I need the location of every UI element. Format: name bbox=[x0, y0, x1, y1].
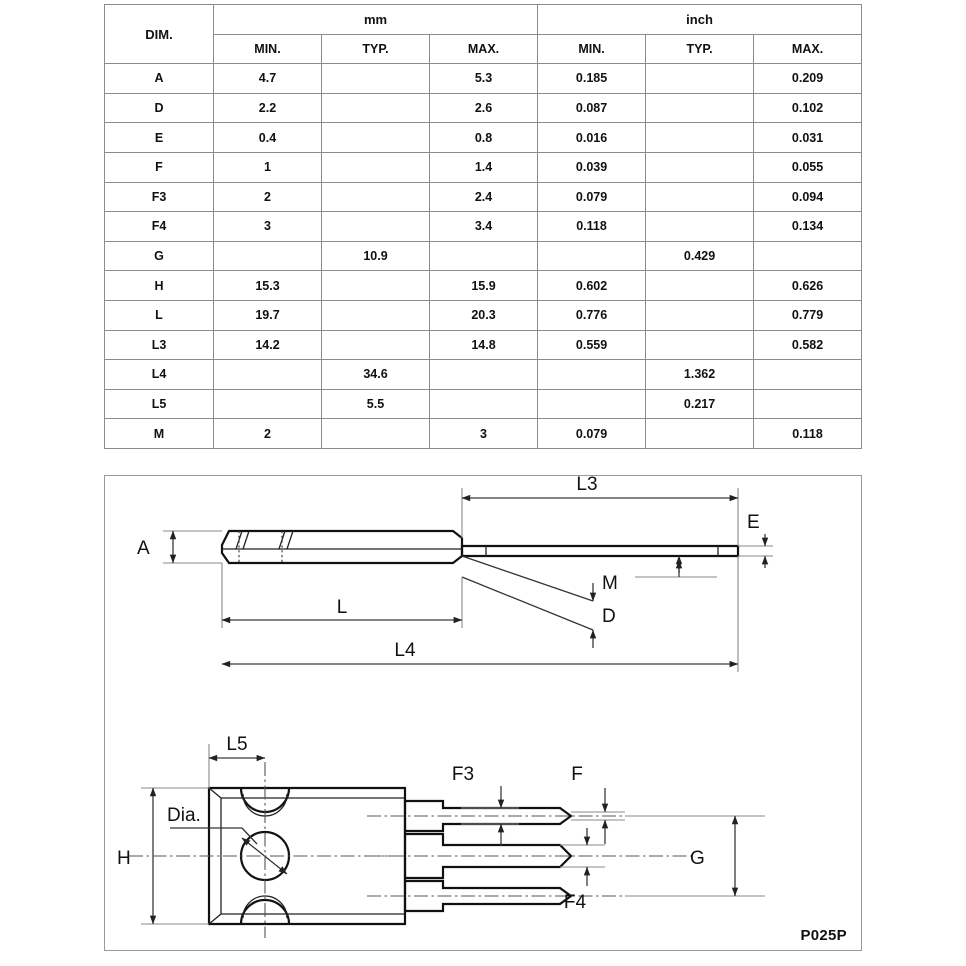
cell-mm-min: 0.4 bbox=[214, 123, 322, 153]
dimension-A bbox=[137, 531, 222, 563]
cell-in-min bbox=[538, 389, 646, 419]
cell-mm-typ bbox=[322, 152, 430, 182]
cell-mm-max: 3.4 bbox=[430, 212, 538, 242]
dimension-table bbox=[104, 4, 862, 449]
cell-mm-typ bbox=[322, 300, 430, 330]
cell-dim: G bbox=[105, 241, 214, 271]
cell-in-min: 0.039 bbox=[538, 152, 646, 182]
cell-in-typ: 1.362 bbox=[646, 360, 754, 390]
cell-in-max bbox=[754, 360, 862, 390]
label-G: G bbox=[690, 848, 705, 869]
side-view-group bbox=[137, 476, 773, 672]
dimension-H bbox=[117, 788, 405, 924]
cell-mm-typ: 10.9 bbox=[322, 241, 430, 271]
cell-mm-min: 1 bbox=[214, 152, 322, 182]
cell-in-min bbox=[538, 360, 646, 390]
cell-mm-max: 0.8 bbox=[430, 123, 538, 153]
label-F: F bbox=[571, 764, 583, 785]
front-view-group bbox=[117, 734, 765, 938]
dimension-F3 bbox=[452, 764, 519, 846]
cell-in-max bbox=[754, 241, 862, 271]
header-unit-inch: inch bbox=[538, 5, 862, 35]
cell-dim: L3 bbox=[105, 330, 214, 360]
cell-in-min bbox=[538, 241, 646, 271]
header-in-typ: TYP. bbox=[646, 34, 754, 64]
label-L5: L5 bbox=[226, 734, 248, 755]
dimension-L4 bbox=[222, 556, 738, 672]
label-E: E bbox=[747, 512, 760, 533]
dimension-table-container bbox=[104, 4, 862, 449]
cell-dim: D bbox=[105, 93, 214, 123]
cell-in-min: 0.087 bbox=[538, 93, 646, 123]
header-unit-mm: mm bbox=[214, 5, 538, 35]
cell-in-max: 0.031 bbox=[754, 123, 862, 153]
header-mm-max: MAX. bbox=[430, 34, 538, 64]
label-D: D bbox=[602, 606, 616, 627]
cell-in-max: 0.094 bbox=[754, 182, 862, 212]
table-row bbox=[105, 152, 862, 182]
cell-in-max: 0.582 bbox=[754, 330, 862, 360]
cell-dim: L5 bbox=[105, 389, 214, 419]
table-row bbox=[105, 389, 862, 419]
dimension-G bbox=[625, 816, 765, 896]
cell-mm-max bbox=[430, 389, 538, 419]
table-row bbox=[105, 330, 862, 360]
cell-mm-min: 19.7 bbox=[214, 300, 322, 330]
label-F4: F4 bbox=[563, 892, 587, 913]
cell-in-typ bbox=[646, 123, 754, 153]
cell-mm-typ bbox=[322, 182, 430, 212]
table-header-row-units bbox=[105, 5, 862, 35]
table-body bbox=[105, 64, 862, 449]
package-drawing bbox=[105, 476, 863, 952]
cell-in-min: 0.079 bbox=[538, 419, 646, 449]
table-row bbox=[105, 300, 862, 330]
table-row bbox=[105, 271, 862, 301]
table-row bbox=[105, 360, 862, 390]
cell-mm-max: 14.8 bbox=[430, 330, 538, 360]
cell-in-typ bbox=[646, 330, 754, 360]
label-L: L bbox=[336, 597, 348, 618]
cell-in-max: 0.209 bbox=[754, 64, 862, 94]
cell-mm-max: 1.4 bbox=[430, 152, 538, 182]
dimension-L3 bbox=[462, 476, 738, 546]
front-view-leads bbox=[367, 801, 695, 911]
cell-mm-min: 4.7 bbox=[214, 64, 322, 94]
table-row bbox=[105, 419, 862, 449]
cell-dim: L bbox=[105, 300, 214, 330]
cell-dim: M bbox=[105, 419, 214, 449]
dimension-F4 bbox=[560, 828, 605, 913]
side-view-lead bbox=[462, 546, 738, 556]
dimension-E bbox=[738, 512, 773, 568]
cell-mm-typ bbox=[322, 123, 430, 153]
header-mm-typ: TYP. bbox=[322, 34, 430, 64]
cell-in-max: 0.055 bbox=[754, 152, 862, 182]
cell-mm-max: 15.9 bbox=[430, 271, 538, 301]
cell-mm-min bbox=[214, 360, 322, 390]
table-row bbox=[105, 212, 862, 242]
cell-in-max: 0.118 bbox=[754, 419, 862, 449]
dimension-M bbox=[602, 556, 717, 594]
cell-in-min: 0.602 bbox=[538, 271, 646, 301]
cell-mm-typ bbox=[322, 271, 430, 301]
cell-mm-min: 2 bbox=[214, 419, 322, 449]
table-row bbox=[105, 123, 862, 153]
cell-in-typ bbox=[646, 300, 754, 330]
cell-mm-max bbox=[430, 360, 538, 390]
table-header-row-stats bbox=[105, 34, 862, 64]
cell-in-min: 0.079 bbox=[538, 182, 646, 212]
cell-in-max: 0.134 bbox=[754, 212, 862, 242]
cell-in-min: 0.559 bbox=[538, 330, 646, 360]
cell-in-min: 0.776 bbox=[538, 300, 646, 330]
label-F3: F3 bbox=[451, 764, 475, 785]
cell-dim: A bbox=[105, 64, 214, 94]
cell-mm-typ bbox=[322, 330, 430, 360]
label-L4: L4 bbox=[394, 640, 416, 661]
label-A: A bbox=[137, 538, 150, 559]
label-M: M bbox=[602, 573, 618, 594]
cell-in-typ bbox=[646, 93, 754, 123]
label-L3: L3 bbox=[576, 476, 598, 495]
cell-mm-typ bbox=[322, 64, 430, 94]
cell-mm-typ bbox=[322, 419, 430, 449]
cell-in-max: 0.626 bbox=[754, 271, 862, 301]
cell-mm-typ bbox=[322, 93, 430, 123]
cell-in-typ bbox=[646, 271, 754, 301]
cell-mm-min: 2 bbox=[214, 182, 322, 212]
cell-dim: F bbox=[105, 152, 214, 182]
dimension-L5 bbox=[209, 734, 265, 788]
dimension-F bbox=[571, 764, 625, 844]
cell-dim: L4 bbox=[105, 360, 214, 390]
cell-dim: E bbox=[105, 123, 214, 153]
cell-dim: F4 bbox=[105, 212, 214, 242]
cell-mm-min: 14.2 bbox=[214, 330, 322, 360]
cell-in-max bbox=[754, 389, 862, 419]
table-row bbox=[105, 241, 862, 271]
dimension-L bbox=[222, 563, 462, 628]
side-view-package-body bbox=[222, 531, 462, 563]
cell-mm-max: 20.3 bbox=[430, 300, 538, 330]
cell-in-typ bbox=[646, 419, 754, 449]
cell-in-typ bbox=[646, 212, 754, 242]
header-dim: DIM. bbox=[105, 5, 214, 64]
cell-in-min: 0.185 bbox=[538, 64, 646, 94]
cell-mm-min: 3 bbox=[214, 212, 322, 242]
cell-mm-min bbox=[214, 241, 322, 271]
cell-in-typ: 0.429 bbox=[646, 241, 754, 271]
package-drawing-frame bbox=[104, 475, 862, 951]
cell-mm-min: 15.3 bbox=[214, 271, 322, 301]
cell-in-typ bbox=[646, 182, 754, 212]
label-Dia: Dia. bbox=[167, 805, 201, 826]
cell-in-min: 0.118 bbox=[538, 212, 646, 242]
cell-mm-max: 3 bbox=[430, 419, 538, 449]
cell-mm-typ: 34.6 bbox=[322, 360, 430, 390]
cell-in-max: 0.102 bbox=[754, 93, 862, 123]
label-H: H bbox=[117, 848, 131, 869]
callout-Dia bbox=[167, 805, 257, 844]
table-row bbox=[105, 64, 862, 94]
table-row bbox=[105, 93, 862, 123]
header-in-max: MAX. bbox=[754, 34, 862, 64]
cell-in-typ bbox=[646, 64, 754, 94]
cell-dim: H bbox=[105, 271, 214, 301]
cell-mm-typ bbox=[322, 212, 430, 242]
header-in-min: MIN. bbox=[538, 34, 646, 64]
cell-mm-typ: 5.5 bbox=[322, 389, 430, 419]
cell-dim: F3 bbox=[105, 182, 214, 212]
cell-in-typ bbox=[646, 152, 754, 182]
cell-in-typ: 0.217 bbox=[646, 389, 754, 419]
header-mm-min: MIN. bbox=[214, 34, 322, 64]
table-row bbox=[105, 182, 862, 212]
table-header bbox=[105, 5, 862, 64]
cell-mm-max: 2.4 bbox=[430, 182, 538, 212]
cell-mm-min bbox=[214, 389, 322, 419]
package-code-label: P025P bbox=[800, 927, 847, 944]
dimension-D bbox=[462, 556, 616, 648]
cell-mm-max bbox=[430, 241, 538, 271]
cell-mm-max: 2.6 bbox=[430, 93, 538, 123]
cell-in-max: 0.779 bbox=[754, 300, 862, 330]
cell-mm-max: 5.3 bbox=[430, 64, 538, 94]
cell-mm-min: 2.2 bbox=[214, 93, 322, 123]
cell-in-min: 0.016 bbox=[538, 123, 646, 153]
